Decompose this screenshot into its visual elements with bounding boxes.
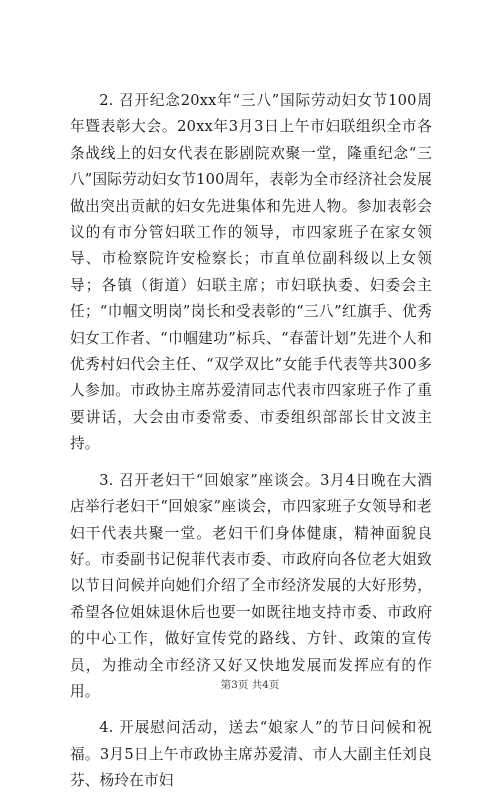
paragraph-condolence-activity: 4. 开展慰问活动，送去“娘家人”的节日问候和祝福。3月5日上午市政协主席苏爱清、市人大副主任刘良芬、杨玲在市妇: [70, 719, 432, 790]
paragraph-meeting-commemoration: 2. 召开纪念20xx年“三八”国际劳动妇女节100周年暨表彰大会。20xx年3月3日上午市妇联组织全市各条战线上的妇女代表在影剧院欢聚一堂，隆重纪念“三八”国际劳动妇女节100周年，表彰为全市经济社会发展做出突出贡献的妇女先进集体和先进人物。参加表彰会议的有市分管妇联工作的领导，市四家班子在家女领导、市检察院许安检察长；市直单位副科级以上女领导；各镇（街道）妇联主席；市妇联执委、妇委会主任；“巾帼文明岗”岗长和受表彰的“三八”红旗手、优秀妇女工作者、“巾帼建功”标兵、“春蕾计划”先进个人和优秀村妇代会主任、“双学双比”女能手代表等共300多人参加。市政协主席苏爱清同志代表市四家班子作了重要讲话，大会由市委常委、市委组织部部长甘文波主持。: [70, 92, 432, 453]
document-body: [70, 88, 432, 805]
page-number-footer: 第3页 共4页: [220, 679, 280, 691]
paragraph-retired-cadres-forum: 3. 召开老妇干“回娘家”座谈会。3月4日晚在大酒店举行老妇干“回娘家”座谈会，市四家班子女领导和老妇干代表共聚一堂。老妇干们身体健康，精神面貌良好。市委副书记倪菲代表市委、市政府向各位老大姐致以节日问候并向她们介绍了全市经济发展的大好形势，希望各位姐妹退休后也要一如既往地支持市委、市政府的中心工作，做好宣传党的路线、方针、政策的宣传员，为推动全市经济又好又快地发展而发挥应有的作用。: [70, 471, 432, 700]
